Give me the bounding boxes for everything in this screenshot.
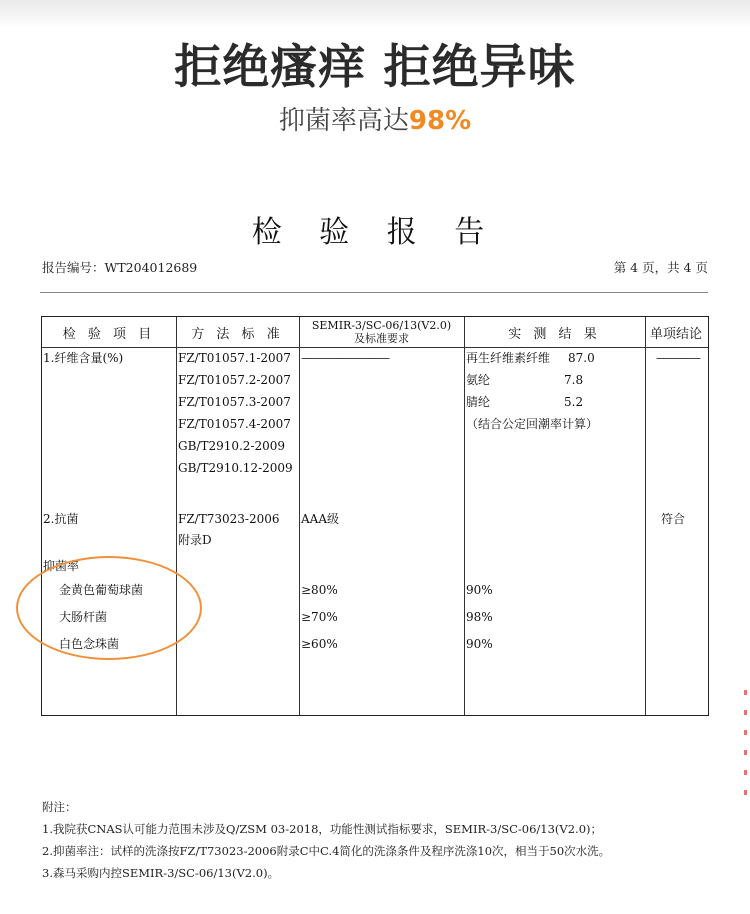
notes — [42, 796, 610, 884]
divider-line — [40, 292, 708, 293]
col-header-standard-line2: 及标准要求 — [354, 332, 409, 345]
bacteria-name: 白色念珠菌 — [59, 637, 120, 651]
antibacterial-item: 2.抗菌 — [43, 512, 79, 526]
edge-marks — [744, 690, 748, 800]
bacteria-result: 98% — [466, 610, 493, 624]
fiber-method: GB/T2910.2-2009 — [178, 439, 286, 453]
note-line: 1.我院获CNAS认可能力范围未涉及Q/ZSM 03-2018，功能性测试指标要求，SEMIR-3/SC-06/13(V2.0)； — [42, 822, 602, 836]
note-line: 2.抑菌率注：试样的洗涤按FZ/T73023-2006附录C中C.4简化的洗涤条件及程序洗涤10次，相当于50次水洗。 — [42, 844, 611, 858]
top-shade — [0, 0, 750, 28]
fiber-method: FZ/T01057.3-2007 — [178, 395, 291, 409]
notes-title: 附注： — [42, 800, 77, 814]
col-header-method: 方 法 标 准 — [191, 326, 284, 342]
bacteria-result: 90% — [466, 637, 493, 651]
fiber-method: FZ/T01057.1-2007 — [178, 351, 291, 365]
bacteria-result: 90% — [466, 583, 493, 597]
report-number: 报告编号：WT204012689 — [42, 260, 198, 275]
fiber-result-name: 腈纶 — [466, 395, 491, 409]
antibacterial-method: FZ/T73023-2006 — [178, 512, 280, 526]
fiber-result-value: 5.2 — [564, 395, 584, 409]
fiber-method: FZ/T01057.4-2007 — [178, 417, 291, 431]
col-header-item: 检 验 项 目 — [62, 326, 156, 342]
headline: 拒绝瘙痒 拒绝异味 — [174, 40, 576, 95]
fiber-result-value: 7.8 — [564, 373, 584, 387]
bacteria-requirement: ≥60% — [301, 637, 338, 651]
col-header-standard — [299, 317, 464, 347]
antibacterial-standard: AAA级 — [301, 512, 339, 526]
antibacterial-method-appendix: 附录D — [178, 533, 212, 547]
col-header-standard-line1: SEMIR-3/SC-06/13(V2.0) — [311, 319, 452, 332]
bacteria-requirement: ≥70% — [301, 610, 338, 624]
column-divider — [464, 317, 465, 715]
col-header-result: 实 测 结 果 — [508, 326, 601, 342]
fiber-standard: ———————— — [301, 351, 389, 365]
fiber-result-note: （结合公定回潮率计算） — [466, 417, 599, 431]
column-divider — [176, 317, 177, 715]
fiber-conclusion: ———— — [656, 351, 700, 365]
rate-label: 抑菌率 — [43, 559, 80, 573]
fiber-result-value: 87.0 — [568, 351, 595, 365]
col-header-conclusion: 单项结论 — [649, 326, 702, 342]
note-line: 3.森马采购内控SEMIR-3/SC-06/13(V2.0)。 — [42, 866, 280, 880]
page-info: 第 4 页，共 4 页 — [613, 260, 708, 275]
fiber-method: GB/T2910.12-2009 — [178, 461, 293, 475]
bacteria-name: 金黄色葡萄球菌 — [59, 583, 144, 597]
header-divider — [42, 347, 708, 348]
subheadline-highlight: 98% — [408, 106, 472, 136]
column-divider — [299, 317, 300, 715]
antibacterial-conclusion: 符合 — [661, 512, 686, 526]
bacteria-requirement: ≥80% — [301, 583, 338, 597]
column-divider — [645, 317, 646, 715]
fiber-result-name: 再生纤维素纤维 — [466, 351, 551, 365]
fiber-item: 1.纤维含量(%) — [43, 351, 124, 365]
subheadline-prefix: 抑菌率高达 — [278, 106, 409, 136]
report-title: 检 验 报 告 — [251, 215, 499, 250]
fiber-result-name: 氨纶 — [466, 373, 491, 387]
fiber-method: FZ/T01057.2-2007 — [178, 373, 291, 387]
subheadline — [0, 100, 750, 137]
bacteria-name: 大肠杆菌 — [59, 610, 108, 624]
highlight-circle — [16, 556, 202, 660]
